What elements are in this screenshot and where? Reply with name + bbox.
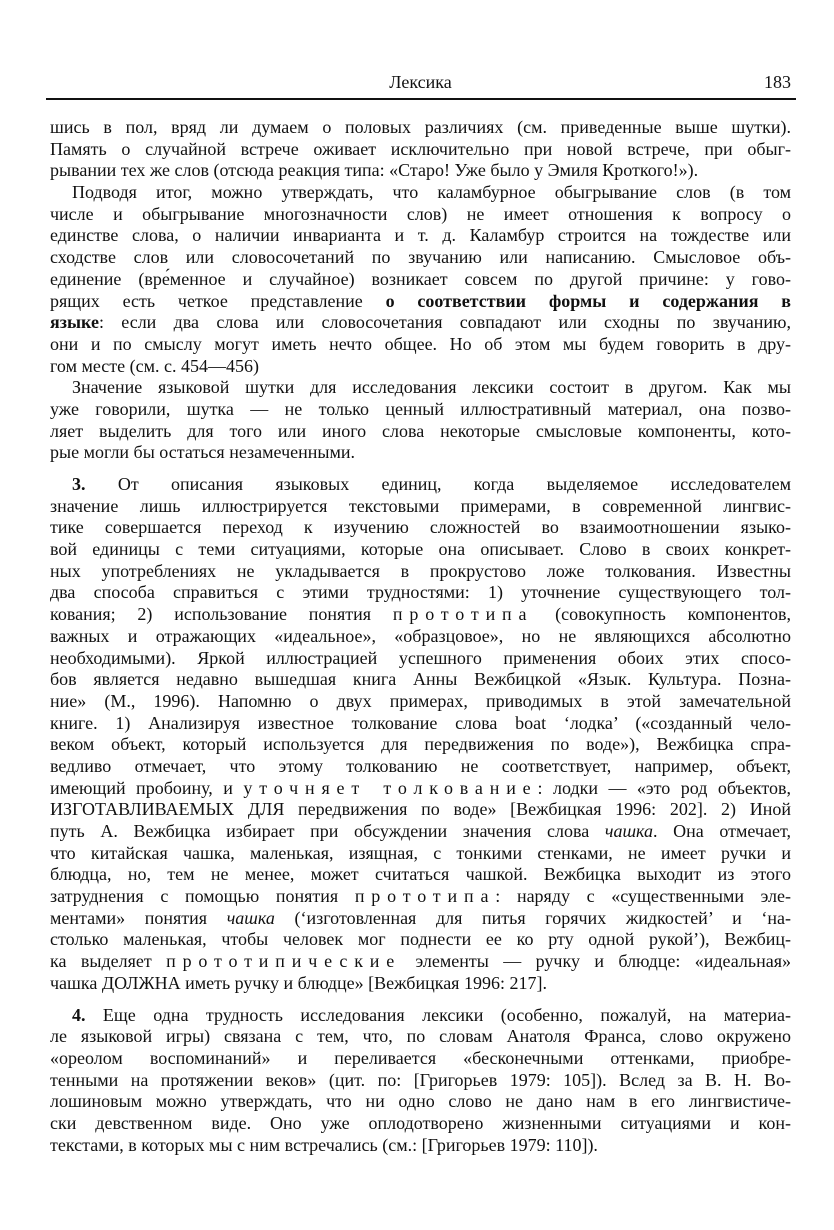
- text-run: : если два слова или словосочетания совпадают или сходны по звучанию,: [98, 312, 791, 333]
- text-line: единстве слова, о наличии инварианта и т. д. Каламбур строится на тождестве или: [50, 225, 791, 246]
- text-line: чашка ДОЛЖНА иметь ручку и блюдце» [Вежбицкая 1996: 217].: [50, 972, 547, 993]
- text-line: единение (вре́менное и случайное) возникает совсем по другой причине: у гово-: [50, 268, 791, 289]
- text-line: ведливо отмечает, что этому толкованию не соответствует, например, объект,: [50, 755, 791, 776]
- text-run: кования; 2) использование понятия: [50, 604, 393, 625]
- text-run: (совокупность компонентов,: [533, 604, 791, 625]
- page-number: 183: [764, 72, 791, 92]
- text-line: тике совершается переход к изучению сложностей во взаимоотношении языко-: [50, 517, 791, 538]
- text-run: ка выделяет: [50, 951, 167, 972]
- bold-text: языке: [50, 312, 99, 333]
- text-line: [50, 951, 791, 973]
- running-header: [48, 70, 793, 98]
- text-run: элементы — ручку и блюдце: «идеальная»: [401, 951, 791, 972]
- running-header-title: Лексика: [389, 72, 452, 92]
- text-line: важных и отражающих «идеальное», «образцовое», но не являющихся абсолютно: [50, 625, 791, 646]
- spaced-emphasis-text: прототипа: [392, 604, 534, 625]
- text-line: «ореолом воспоминаний» и переливается «бесконечными оттенками, приобре-: [50, 1047, 791, 1068]
- bold-text: 3.: [72, 474, 86, 494]
- text-line: блюдца, но, тем не менее, может считаться чашкой. Вежбицка выходит из этого: [50, 864, 791, 885]
- text-line: гом месте (см. с. 454—456): [50, 355, 260, 376]
- text-line: Значение языковой шутки для исследования лексики состоит в другом. Как мы: [72, 377, 791, 398]
- italic-text: чашка: [226, 907, 275, 928]
- text-run: От описания языковых единиц, когда выделяемое исследователем: [85, 474, 791, 494]
- text-line: ляет выделить для того или иного слова некоторые смысловые компоненты, кото-: [50, 420, 791, 441]
- text-line: [50, 1005, 791, 1027]
- paragraph: [50, 1005, 791, 1157]
- text-line: Подводя итог, можно утверждать, что каламбурное обыгрывание слов (в том: [72, 182, 791, 203]
- text-run: затруднения с помощью понятия: [50, 886, 355, 907]
- text-line: рые могли бы остаться незамеченными.: [50, 442, 355, 463]
- text-line: [50, 778, 791, 800]
- text-run: имеющий пробоину, и: [50, 777, 244, 798]
- text-line: тенными на протяжении веков» (цит. по: [Григорьев 1979: 105]). Вслед за В. Н. Во-: [50, 1069, 791, 1090]
- text-line: бов является недавно вышедшая книга Анны Вежбицкой «Язык. Культура. Позна-: [50, 669, 791, 690]
- bold-text: о соответствии формы и содержания в: [385, 290, 791, 311]
- text-run: (‘изготовленная для питья горячих жидкостей’ и ‘на-: [274, 907, 791, 928]
- text-run: Еще одна трудность исследования лексики (особенно, пожалуй, на материа-: [85, 1004, 791, 1025]
- text-run: : наряду с «существенными эле-: [495, 886, 791, 907]
- text-line: числе и обыгрывание многозначности слов) не имеет отношения к вопросу о: [50, 203, 791, 224]
- italic-text: чашка: [604, 821, 654, 841]
- text-line: ние» (М., 1996). Напомню о двух примерах, приводимых в этой замечательной: [50, 690, 791, 711]
- text-line: [50, 886, 791, 908]
- text-line: [50, 312, 791, 334]
- text-line: столько маленькая, чтобы человек мог поднести ее ко рту одной рукой’), Вежбиц-: [50, 929, 791, 950]
- text-line: [50, 474, 791, 496]
- text-line: рывании тех же слов (отсюда реакция типа: «Старо! Уже было у Эмиля Кроткого!»).: [50, 160, 699, 181]
- paragraph: [50, 377, 791, 464]
- spaced-emphasis-text: уточняет толкование: [243, 777, 538, 798]
- text-line: книге. 1) Анализируя известное толкование слова boat ‘лодка’ («созданный чело-: [50, 712, 791, 733]
- text-line: ных употреблениях не укладывается в прокрустово ложе толкования. Известны: [50, 560, 791, 581]
- paragraph: [50, 474, 791, 995]
- text-line: сходстве слов или словосочетаний по звучанию или написанию. Смысловое объ-: [50, 247, 791, 268]
- text-line: шись в пол, вряд ли думаем о половых различиях (см. приведенные выше шутки).: [50, 117, 791, 137]
- text-line: они и по смыслу могут иметь нечто общее. Но об этом мы будем говорить в дру-: [50, 333, 791, 354]
- text-line: вой единицы с теми ситуациями, которые она описывает. Слово в своих конкрет-: [50, 539, 791, 560]
- paragraph: [50, 182, 791, 377]
- text-line: [50, 604, 791, 626]
- header-rule: [46, 98, 796, 100]
- text-run: путь А. Вежбицка избирает при обсуждении значения слова: [50, 821, 605, 841]
- text-line: ле языковой игры) связана с тем, что, по словам Анатоля Франса, слово окружено: [50, 1026, 791, 1047]
- bold-text: 4.: [72, 1004, 86, 1025]
- text-run: рящих есть четкое представление: [50, 290, 386, 311]
- spaced-emphasis-text: прототипические: [166, 951, 402, 972]
- spaced-emphasis-text: прототипа: [354, 886, 496, 907]
- text-line: веком объект, который используется для передвижения по воде»), Вежбицка спра-: [50, 734, 791, 755]
- text-line: необходимыми). Яркой иллюстрацией успешного применения обоих этих спосо-: [50, 647, 791, 668]
- text-line: что китайская чашка, маленькая, изящная, с тонкими стенками, не имеет ручки и: [50, 842, 791, 863]
- text-line: Память о случайной встрече оживает исключительно при новой встрече, при обыг-: [50, 138, 791, 159]
- text-line: ИЗГОТАВЛИВАЕМЫХ ДЛЯ передвижения по воде» [Вежбицкая 1996: 202]. 2) Иной: [50, 799, 791, 820]
- text-line: текстами, в которых мы с ним встречались (см.: [Григорьев 1979: 110]).: [50, 1134, 598, 1155]
- text-run: . Она отмечает,: [653, 821, 791, 841]
- text-line: лошиновым можно утверждать, что ни одно слово не дано нам в его лингвистиче-: [50, 1091, 791, 1112]
- text-line: два способа справиться с этими трудностями: 1) уточнение существующего тол-: [50, 582, 791, 603]
- text-run: ментами» понятия: [50, 907, 227, 928]
- text-line: ски девственном виде. Оно уже оплодотворено жизненными ситуациями и кон-: [50, 1112, 791, 1133]
- paragraph: [50, 117, 791, 182]
- page-body: [50, 117, 791, 1156]
- text-run: : лодки — «это род объектов,: [537, 777, 791, 798]
- text-line: [50, 291, 791, 313]
- text-line: [50, 908, 791, 930]
- text-line: уже говорили, шутка — не только ценный иллюстративный материал, она позво-: [50, 398, 791, 419]
- text-line: значение лишь иллюстрируется текстовыми примерами, в современной лингвис-: [50, 495, 791, 516]
- text-line: [50, 821, 791, 843]
